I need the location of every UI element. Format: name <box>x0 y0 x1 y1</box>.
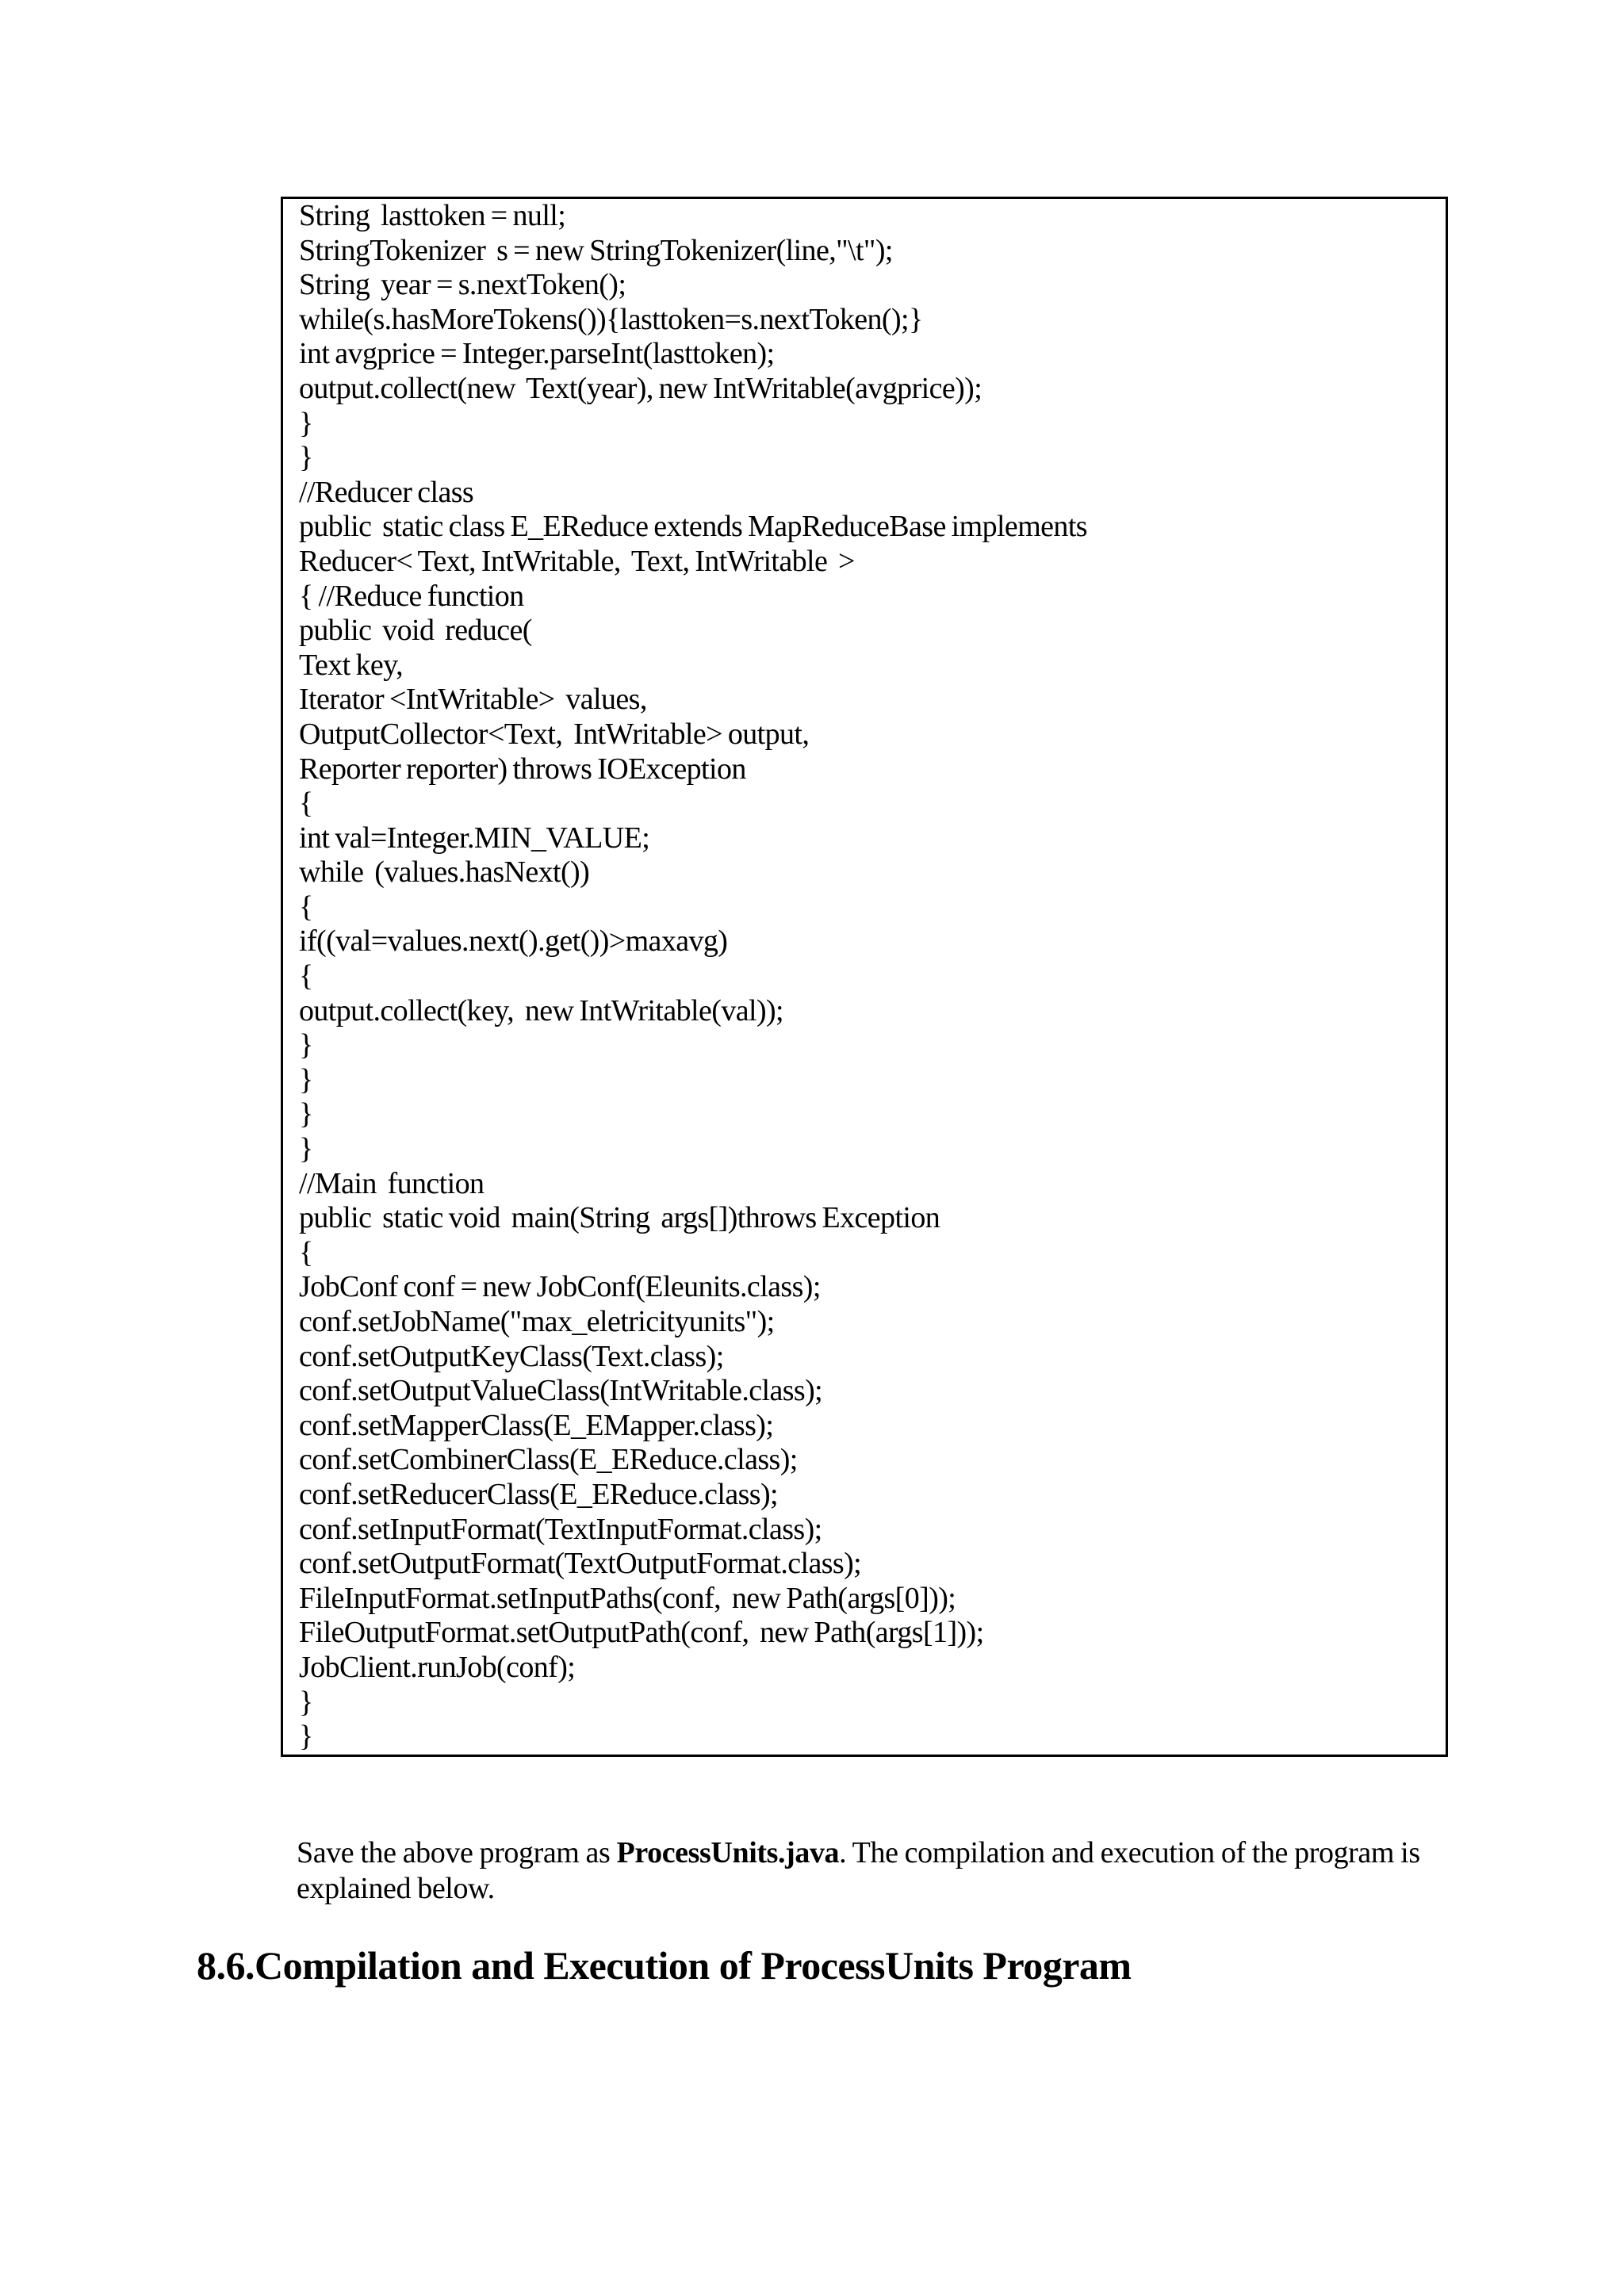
code-line: conf.setJobName("max_eletricityunits"); <box>299 1305 775 1338</box>
code-line: Reducer< Text, IntWritable, Text, IntWritable > <box>299 544 855 578</box>
code-line: { <box>299 786 313 821</box>
code-line: OutputCollector<Text, IntWritable> output, <box>299 717 810 751</box>
code-line: FileOutputFormat.setOutputPath(conf, new Path(args[1])); <box>299 1616 984 1650</box>
code-line: conf.setCombinerClass(E_EReduce.class); <box>299 1443 798 1477</box>
code-line: while(s.hasMoreTokens()){lasttoken=s.nextToken();} <box>299 302 923 336</box>
code-line: } <box>299 441 313 475</box>
paragraph-text-end: . The compilation and execution of the program is explained below. <box>297 1836 1420 1905</box>
code-line: } <box>299 1685 313 1719</box>
code-line: Reporter reporter) throws IOException <box>299 752 746 786</box>
code-line: Iterator <IntWritable> values, <box>299 683 647 717</box>
code-line: String lasttoken = null; <box>299 199 566 232</box>
code-line: public void reduce( <box>299 614 532 648</box>
code-line: { <box>299 890 313 924</box>
code-line: conf.setOutputFormat(TextOutputFormat.class); <box>299 1547 862 1581</box>
paragraph-text-start: Save the above program as <box>297 1836 617 1869</box>
code-line: { //Reduce function <box>299 579 524 613</box>
code-line: public static void main(String args[])throws Exception <box>299 1201 940 1235</box>
code-line: } <box>299 1720 313 1754</box>
code-line: while (values.hasNext()) <box>299 855 590 890</box>
save-program-paragraph <box>297 1835 1454 1907</box>
code-line: StringTokenizer s = new StringTokenizer(line,"\t"); <box>299 233 893 267</box>
code-listing-box <box>281 197 1448 1757</box>
code-line: //Main function <box>299 1166 485 1200</box>
code-line: public static class E_EReduce extends MapReduceBase implements <box>299 510 1087 544</box>
program-filename: ProcessUnits.java <box>616 1836 840 1869</box>
code-line: output.collect(key, new IntWritable(val)); <box>299 993 784 1027</box>
code-line: } <box>299 1062 313 1096</box>
code-line: JobConf conf = new JobConf(Eleunits.class); <box>299 1270 821 1304</box>
code-line: } <box>299 1028 313 1062</box>
code-line: FileInputFormat.setInputPaths(conf, new Path(args[0])); <box>299 1581 956 1615</box>
code-line: conf.setMapperClass(E_EMapper.class); <box>299 1408 774 1442</box>
code-line: output.collect(new Text(year), new IntWritable(avgprice)); <box>299 371 982 405</box>
code-line: } <box>299 406 313 440</box>
code-line: if((val=values.next().get())>maxavg) <box>299 924 728 959</box>
code-line: int val=Integer.MIN_VALUE; <box>299 821 650 855</box>
code-line: { <box>299 1235 313 1269</box>
code-line: conf.setInputFormat(TextInputFormat.class); <box>299 1512 822 1546</box>
code-line: { <box>299 959 313 993</box>
code-line: JobClient.runJob(conf); <box>299 1650 576 1684</box>
code-line: int avgprice = Integer.parseInt(lasttoken); <box>299 337 775 371</box>
code-line: conf.setOutputValueClass(IntWritable.class); <box>299 1374 823 1408</box>
code-line: conf.setOutputKeyClass(Text.class); <box>299 1339 724 1373</box>
code-line: Text key, <box>299 648 403 682</box>
code-lines <box>299 199 1446 1755</box>
code-line: } <box>299 1132 313 1166</box>
code-line: //Reducer class <box>299 475 474 509</box>
code-line: conf.setReducerClass(E_EReduce.class); <box>299 1477 778 1511</box>
code-line: String year = s.nextToken(); <box>299 268 626 302</box>
section-heading: 8.6.Compilation and Execution of ProcessUnits Program <box>197 1943 1132 1988</box>
code-line: } <box>299 1097 313 1131</box>
